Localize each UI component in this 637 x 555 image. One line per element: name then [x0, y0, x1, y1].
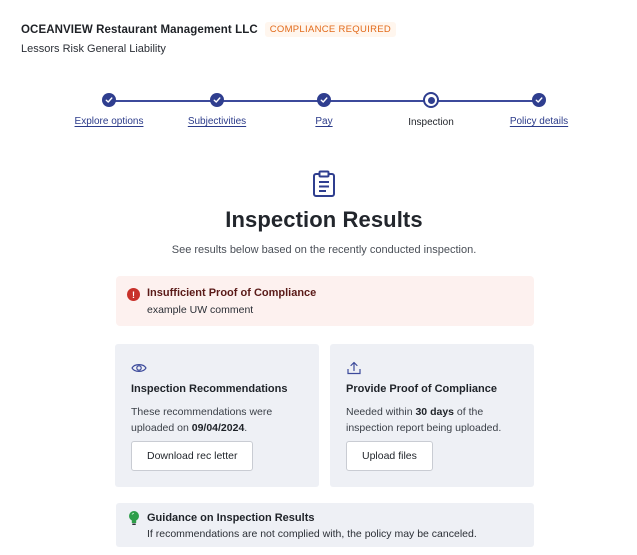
check-icon [532, 93, 546, 107]
page-subtitle: See results below based on the recently conducted inspection. [171, 244, 477, 256]
step-inspection [386, 92, 476, 128]
compliance-alert [116, 276, 534, 326]
step-policy-details[interactable] [494, 92, 584, 127]
upload-date: 09/04/2024 [191, 422, 245, 434]
lightbulb-icon [127, 510, 141, 526]
step-label[interactable]: Pay [315, 116, 333, 127]
step-label[interactable]: Explore options [74, 116, 144, 127]
page-title: Inspection Results [225, 207, 423, 232]
deadline: 30 days [415, 406, 454, 418]
product-name: Lessors Risk General Liability [21, 43, 166, 55]
clipboard-icon [312, 170, 336, 198]
current-step-icon [423, 92, 439, 108]
alert-title: Insufficient Proof of Compliance [147, 287, 317, 299]
guidance-panel [116, 503, 534, 547]
page-header [21, 22, 396, 55]
guidance-text: If recommendations are not complied with, the policy may be canceled. [147, 528, 477, 540]
card-title: Provide Proof of Compliance [346, 383, 497, 395]
proof-of-compliance-card [330, 344, 534, 487]
card-description: Needed within 30 days of the inspection report being uploaded. [346, 406, 502, 434]
check-icon [102, 93, 116, 107]
guidance-title: Guidance on Inspection Results [147, 512, 315, 524]
status-badge: COMPLIANCE REQUIRED [265, 22, 396, 37]
step-label[interactable]: Policy details [509, 116, 569, 127]
alert-message: example UW comment [147, 304, 254, 316]
error-icon: ! [127, 288, 140, 301]
eye-icon [131, 361, 147, 375]
card-title: Inspection Recommendations [131, 383, 288, 395]
download-rec-letter-button[interactable]: Download rec letter [131, 441, 253, 471]
company-name: OCEANVIEW Restaurant Management LLC [21, 23, 258, 36]
step-pay[interactable] [279, 92, 369, 127]
card-description: These recommendations were uploaded on 09/04/2024. [131, 406, 273, 434]
check-icon [210, 93, 224, 107]
inspection-recommendations-card [115, 344, 319, 487]
step-label: Inspection [408, 117, 454, 128]
progress-stepper [0, 92, 637, 132]
check-icon [317, 93, 331, 107]
step-explore-options[interactable] [64, 92, 154, 127]
step-label[interactable]: Subjectivities [187, 116, 247, 127]
step-subjectivities[interactable] [172, 92, 262, 127]
upload-icon [346, 361, 362, 375]
upload-files-button[interactable]: Upload files [346, 441, 433, 471]
